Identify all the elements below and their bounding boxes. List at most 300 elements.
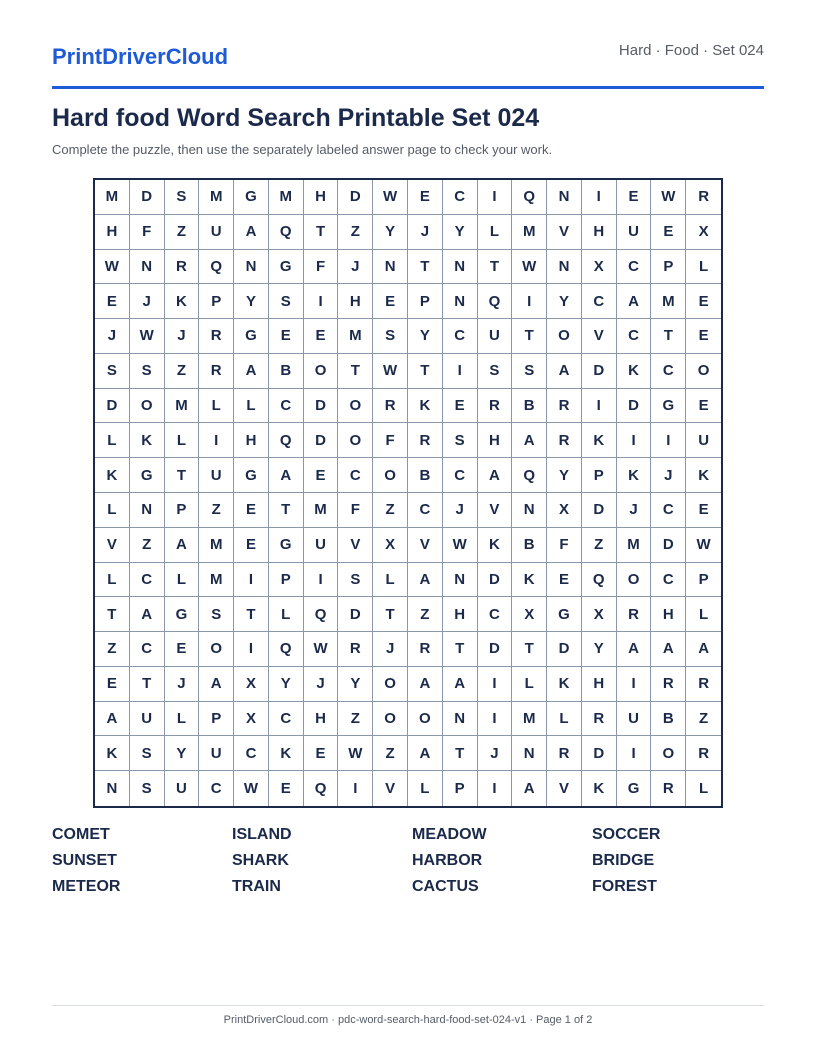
grid-cell: Y (408, 319, 443, 354)
grid-cell: N (512, 736, 547, 771)
grid-cell: A (512, 423, 547, 458)
grid-cell: H (582, 215, 617, 250)
word-list-item: CACTUS (412, 878, 479, 895)
grid-cell: D (547, 632, 582, 667)
grid-cell: S (512, 354, 547, 389)
grid-cell: S (165, 180, 200, 215)
grid-cell: I (617, 667, 652, 702)
grid-cell: S (130, 771, 165, 806)
grid-cell: X (234, 702, 269, 737)
grid-cell: R (686, 180, 721, 215)
footer-divider (52, 1005, 764, 1006)
grid-cell: O (304, 354, 339, 389)
grid-cell: O (199, 632, 234, 667)
grid-cell: R (547, 423, 582, 458)
grid-cell: C (651, 563, 686, 598)
grid-cell: M (199, 528, 234, 563)
grid-cell: J (130, 284, 165, 319)
grid-cell: C (199, 771, 234, 806)
grid-cell: C (338, 458, 373, 493)
grid-cell: Z (373, 493, 408, 528)
grid-cell: J (617, 493, 652, 528)
grid-cell: R (651, 771, 686, 806)
grid-cell: I (617, 736, 652, 771)
grid-cell: J (338, 250, 373, 285)
grid-cell: Z (373, 736, 408, 771)
grid-cell: H (234, 423, 269, 458)
grid-cell: G (269, 528, 304, 563)
grid-cell: N (547, 180, 582, 215)
grid-cell: B (408, 458, 443, 493)
grid-cell: T (478, 250, 513, 285)
grid-cell: T (443, 632, 478, 667)
grid-cell: Y (443, 215, 478, 250)
grid-cell: Z (95, 632, 130, 667)
grid-cell: Z (338, 215, 373, 250)
grid-cell: G (234, 319, 269, 354)
grid-cell: G (617, 771, 652, 806)
grid-cell: M (199, 563, 234, 598)
grid-cell: A (408, 667, 443, 702)
grid-cell: Q (582, 563, 617, 598)
grid-cell: G (234, 458, 269, 493)
grid-cell: L (165, 423, 200, 458)
grid-cell: W (512, 250, 547, 285)
grid-cell: P (651, 250, 686, 285)
grid-cell: X (582, 250, 617, 285)
grid-cell: P (686, 563, 721, 598)
grid-cell: T (443, 736, 478, 771)
grid-cell: X (234, 667, 269, 702)
grid-cell: X (686, 215, 721, 250)
grid-cell: Z (338, 702, 373, 737)
grid-cell: I (234, 563, 269, 598)
page-header (52, 42, 764, 89)
grid-cell: L (95, 563, 130, 598)
grid-cell: K (582, 771, 617, 806)
word-list-item: MEADOW (412, 826, 487, 843)
grid-cell: N (373, 250, 408, 285)
grid-cell: X (582, 597, 617, 632)
grid-cell: T (269, 493, 304, 528)
grid-cell: G (651, 389, 686, 424)
grid-cell: P (165, 493, 200, 528)
grid-cell: I (582, 180, 617, 215)
grid-cell: Y (165, 736, 200, 771)
grid-cell: E (95, 667, 130, 702)
grid-cell: R (582, 702, 617, 737)
grid-cell: C (582, 284, 617, 319)
grid-cell: U (617, 215, 652, 250)
grid-cell: O (338, 389, 373, 424)
grid-cell: T (512, 632, 547, 667)
grid-cell: A (408, 736, 443, 771)
grid-cell: E (165, 632, 200, 667)
grid-cell: P (443, 771, 478, 806)
word-list-item: METEOR (52, 878, 121, 895)
grid-cell: T (304, 215, 339, 250)
page-footer: PrintDriverCloud.com · pdc-word-search-hard-food-set-024-v1 · Page 1 of 2 (223, 1014, 593, 1026)
grid-cell: V (478, 493, 513, 528)
grid-cell: D (651, 528, 686, 563)
grid-cell: F (373, 423, 408, 458)
word-list-item: SHARK (232, 852, 289, 869)
grid-cell: O (373, 702, 408, 737)
grid-cell: L (686, 250, 721, 285)
word-search-grid (93, 178, 723, 808)
grid-cell: W (373, 354, 408, 389)
grid-cell: J (408, 215, 443, 250)
grid-cell: L (478, 215, 513, 250)
grid-cell: U (165, 771, 200, 806)
grid-cell: N (95, 771, 130, 806)
grid-cell: N (443, 250, 478, 285)
grid-cell: D (304, 389, 339, 424)
grid-cell: K (95, 736, 130, 771)
grid-cell: R (686, 736, 721, 771)
grid-cell: Q (269, 632, 304, 667)
grid-cell: K (130, 423, 165, 458)
grid-cell: R (617, 597, 652, 632)
grid-cell: T (95, 597, 130, 632)
grid-cell: Y (582, 632, 617, 667)
grid-cell: U (304, 528, 339, 563)
grid-cell: Z (165, 354, 200, 389)
grid-cell: A (686, 632, 721, 667)
grid-cell: Q (512, 458, 547, 493)
grid-cell: W (234, 771, 269, 806)
word-list-item: TRAIN (232, 878, 281, 895)
grid-cell: K (582, 423, 617, 458)
grid-cell: J (165, 319, 200, 354)
grid-cell: E (686, 319, 721, 354)
grid-cell: U (617, 702, 652, 737)
grid-cell: V (408, 528, 443, 563)
grid-cell: E (373, 284, 408, 319)
grid-cell: J (373, 632, 408, 667)
grid-cell: I (617, 423, 652, 458)
grid-cell: G (547, 597, 582, 632)
grid-cell: V (582, 319, 617, 354)
grid-cell: A (269, 458, 304, 493)
grid-cell: C (269, 702, 304, 737)
grid-cell: M (512, 702, 547, 737)
word-list-item: SOCCER (592, 826, 661, 843)
word-list-item: HARBOR (412, 852, 483, 869)
grid-cell: V (547, 771, 582, 806)
grid-cell: E (234, 528, 269, 563)
grid-cell: N (234, 250, 269, 285)
grid-cell: C (443, 319, 478, 354)
grid-cell: S (478, 354, 513, 389)
grid-cell: Q (269, 215, 304, 250)
grid-cell: X (512, 597, 547, 632)
grid-cell: K (617, 458, 652, 493)
grid-cell: N (547, 250, 582, 285)
grid-cell: I (478, 702, 513, 737)
grid-cell: Q (304, 597, 339, 632)
grid-cell: A (234, 215, 269, 250)
grid-cell: O (617, 563, 652, 598)
grid-cell: D (478, 632, 513, 667)
grid-cell: A (478, 458, 513, 493)
grid-cell: Z (130, 528, 165, 563)
grid-cell: R (408, 423, 443, 458)
grid-cell: F (338, 493, 373, 528)
grid-cell: E (686, 493, 721, 528)
grid-cell: N (443, 563, 478, 598)
grid-cell: O (651, 736, 686, 771)
grid-cell: L (165, 563, 200, 598)
grid-cell: E (686, 389, 721, 424)
grid-cell: I (478, 667, 513, 702)
grid-cell: E (547, 563, 582, 598)
grid-cell: D (304, 423, 339, 458)
grid-cell: W (443, 528, 478, 563)
grid-cell: T (165, 458, 200, 493)
grid-cell: R (199, 354, 234, 389)
grid-cell: V (373, 771, 408, 806)
grid-cell: W (338, 736, 373, 771)
grid-cell: A (95, 702, 130, 737)
grid-cell: E (269, 319, 304, 354)
grid-cell: Y (338, 667, 373, 702)
grid-cell: P (582, 458, 617, 493)
grid-cell: L (512, 667, 547, 702)
grid-cell: A (234, 354, 269, 389)
grid-cell: Q (199, 250, 234, 285)
word-list-item: ISLAND (232, 826, 292, 843)
grid-cell: T (651, 319, 686, 354)
grid-cell: Y (234, 284, 269, 319)
grid-cell: K (617, 354, 652, 389)
grid-cell: D (478, 563, 513, 598)
grid-cell: C (443, 458, 478, 493)
grid-cell: I (234, 632, 269, 667)
grid-cell: A (408, 563, 443, 598)
grid-cell: Z (165, 215, 200, 250)
grid-cell: Q (304, 771, 339, 806)
grid-cell: Q (269, 423, 304, 458)
grid-cell: C (478, 597, 513, 632)
grid-cell: M (304, 493, 339, 528)
grid-cell: A (165, 528, 200, 563)
grid-cell: K (547, 667, 582, 702)
grid-cell: A (130, 597, 165, 632)
grid-cell: R (651, 667, 686, 702)
grid-cell: Z (199, 493, 234, 528)
grid-cell: I (199, 423, 234, 458)
grid-cell: Z (582, 528, 617, 563)
grid-cell: S (199, 597, 234, 632)
grid-cell: J (304, 667, 339, 702)
breadcrumb: Hard · Food · Set 024 (618, 42, 764, 59)
grid-cell: D (338, 597, 373, 632)
grid-cell: I (304, 563, 339, 598)
grid-cell: I (338, 771, 373, 806)
grid-cell: N (512, 493, 547, 528)
grid-cell: L (547, 702, 582, 737)
grid-cell: I (443, 354, 478, 389)
grid-cell: T (408, 250, 443, 285)
grid-cell: B (512, 389, 547, 424)
grid-cell: A (199, 667, 234, 702)
grid-cell: P (269, 563, 304, 598)
grid-cell: R (408, 632, 443, 667)
grid-cell: K (512, 563, 547, 598)
grid-cell: R (547, 736, 582, 771)
grid-cell: M (199, 180, 234, 215)
grid-cell: L (95, 493, 130, 528)
grid-cell: K (95, 458, 130, 493)
grid-cell: I (478, 771, 513, 806)
grid-cell: W (95, 250, 130, 285)
grid-cell: T (408, 354, 443, 389)
brand-logo[interactable]: PrintDriverCloud (52, 44, 229, 69)
grid-cell: M (617, 528, 652, 563)
word-list-item: FOREST (592, 878, 657, 895)
grid-cell: J (443, 493, 478, 528)
grid-cell: P (199, 702, 234, 737)
grid-cell: M (269, 180, 304, 215)
grid-cell: P (199, 284, 234, 319)
grid-cell: S (443, 423, 478, 458)
grid-cell: V (547, 215, 582, 250)
grid-cell: N (443, 284, 478, 319)
grid-cell: R (547, 389, 582, 424)
grid-cell: E (234, 493, 269, 528)
grid-cell: R (686, 667, 721, 702)
grid-cell: Y (547, 458, 582, 493)
grid-cell: L (95, 423, 130, 458)
grid-cell: C (617, 319, 652, 354)
grid-cell: U (199, 458, 234, 493)
grid-cell: S (130, 736, 165, 771)
grid-cell: W (373, 180, 408, 215)
grid-cell: A (547, 354, 582, 389)
grid-cell: T (234, 597, 269, 632)
grid-cell: L (686, 597, 721, 632)
grid-cell: J (478, 736, 513, 771)
grid-cell: C (651, 354, 686, 389)
grid-cell: L (199, 389, 234, 424)
grid-cell: K (478, 528, 513, 563)
grid-cell: K (408, 389, 443, 424)
grid-cell: C (130, 563, 165, 598)
grid-cell: L (165, 702, 200, 737)
page-title: Hard food Word Search Printable Set 024 (52, 104, 540, 132)
grid-cell: C (617, 250, 652, 285)
word-list-item: COMET (52, 826, 110, 843)
grid-cell: H (651, 597, 686, 632)
grid-cell: H (95, 215, 130, 250)
grid-cell: J (651, 458, 686, 493)
grid-cell: B (269, 354, 304, 389)
grid-cell: V (95, 528, 130, 563)
grid-cell: L (234, 389, 269, 424)
grid-cell: L (408, 771, 443, 806)
grid-cell: A (651, 632, 686, 667)
grid-cell: R (373, 389, 408, 424)
grid-cell: B (512, 528, 547, 563)
grid-cell: R (338, 632, 373, 667)
grid-cell: H (478, 423, 513, 458)
grid-cell: Q (512, 180, 547, 215)
grid-cell: G (130, 458, 165, 493)
grid-cell: K (686, 458, 721, 493)
grid-cell: V (338, 528, 373, 563)
grid-cell: A (443, 667, 478, 702)
word-list (52, 825, 772, 903)
grid-cell: M (95, 180, 130, 215)
grid-cell: R (478, 389, 513, 424)
word-list-item: BRIDGE (592, 852, 655, 869)
grid-cell: U (199, 215, 234, 250)
grid-cell: M (165, 389, 200, 424)
grid-cell: Y (373, 215, 408, 250)
grid-cell: O (130, 389, 165, 424)
grid-cell: N (130, 493, 165, 528)
grid-cell: F (547, 528, 582, 563)
grid-cell: C (443, 180, 478, 215)
grid-cell: I (478, 180, 513, 215)
grid-cell: O (373, 667, 408, 702)
grid-cell: M (338, 319, 373, 354)
grid-cell: E (651, 215, 686, 250)
grid-cell: U (130, 702, 165, 737)
grid-cell: T (130, 667, 165, 702)
grid-cell: L (269, 597, 304, 632)
grid-cell: H (582, 667, 617, 702)
grid-cell: R (199, 319, 234, 354)
grid-cell: A (617, 284, 652, 319)
grid-cell: Z (408, 597, 443, 632)
grid-cell: S (130, 354, 165, 389)
grid-cell: S (338, 563, 373, 598)
grid-cell: D (582, 736, 617, 771)
grid-cell: W (130, 319, 165, 354)
grid-cell: U (686, 423, 721, 458)
grid-cell: G (269, 250, 304, 285)
grid-cell: W (651, 180, 686, 215)
grid-cell: H (443, 597, 478, 632)
grid-cell: G (165, 597, 200, 632)
grid-cell: O (686, 354, 721, 389)
grid-cell: H (338, 284, 373, 319)
grid-cell: B (651, 702, 686, 737)
grid-cell: E (95, 284, 130, 319)
grid-cell: F (304, 250, 339, 285)
grid-cell: Z (686, 702, 721, 737)
grid-cell: C (651, 493, 686, 528)
grid-cell: S (269, 284, 304, 319)
grid-cell: F (130, 215, 165, 250)
grid-cell: L (373, 563, 408, 598)
grid-cell: I (582, 389, 617, 424)
grid-cell: Y (269, 667, 304, 702)
grid-cell: X (547, 493, 582, 528)
grid-cell: K (269, 736, 304, 771)
grid-cell: K (165, 284, 200, 319)
grid-cell: C (269, 389, 304, 424)
grid-cell: D (130, 180, 165, 215)
grid-cell: P (408, 284, 443, 319)
grid-cell: E (408, 180, 443, 215)
grid-cell: C (130, 632, 165, 667)
grid-cell: D (617, 389, 652, 424)
grid-cell: E (443, 389, 478, 424)
grid-cell: T (373, 597, 408, 632)
